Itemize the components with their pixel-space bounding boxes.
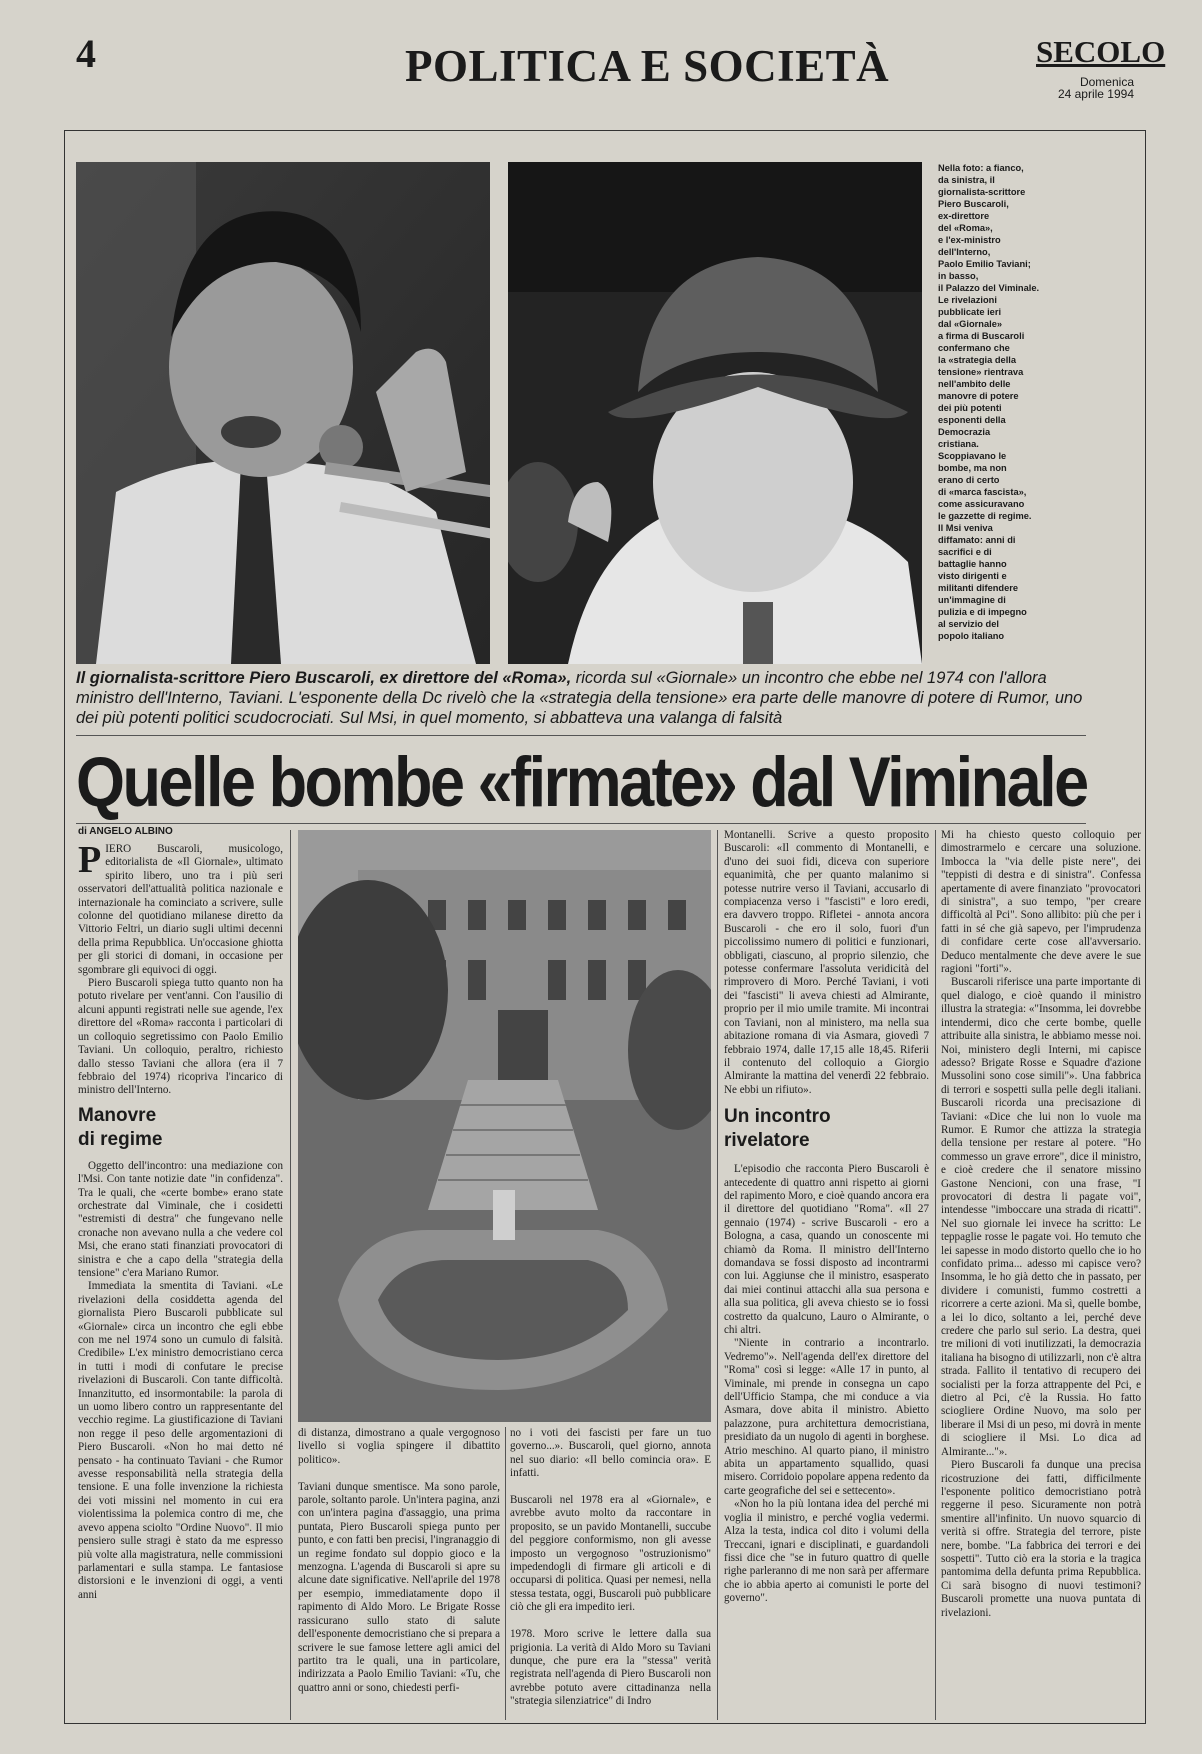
paragraph: Buscaroli riferisce una parte importante di quel dialogo, e cioè quando il ministro illustra la strategia: «"Insomma, lei dovrebbe intendermi, dico che certe bombe, quelle attribuite alla sinistra, le abbiamo messe noi. Noi, ministero degli Interni, mi capisce adesso? Brigate Rosse e Squadre d'azione Mussolini sono cose simili"». Una fabbrica di terrori e sospetti sulla pelle degli italiani. Buscaroli ricorda una precisazione di Taviani: «Dice che lui non lo vuole ma Rumor. E Rumor che attizza la strategia della tensione per restare al potere. "Ho commesso un grave errore", dice il ministro, e cioè credere che il senatore missino Gastone Nencioni, con una frase, "I provocatori di destra li pagate voi", intendesse "imboccare una strada di ricatti". Nel suo giornale lei invece ha scritto: Le teppaglie rosse le pagate voi. Ho temuto che lei sapesse in modo distorto quello che io ho confidato prima... adesso mi capisce vero? Insomma, le ho già detto che in passato, per dividere i comunisti, fummo costretti a ricorrere a certe azioni. Ma sì, quelle bombe, a lei lo dico, soltanto a lei, perché deve credere che parlo sul serio. La destra, quei tre milioni di voti inutilizzati, la democrazia italiana ha bisogno di utilizzarli, non c'è altra strada. Fallito il tentativo di recupero dei socialisti per la forza attrappente del Pci, e dietro al Pci, c'è la Russia. Ho fatto sciogliere Ordine Nuovo, ma solo per liberare il Msi di un peso, mi dovrà in mente di sciogliere il Msi. Lo dica ad Almirante..."». <box>941 976 1141 1458</box>
newspaper-logo: SECOLO <box>1036 34 1166 69</box>
subhead-incontro: Un incontro rivelatore <box>724 1106 831 1152</box>
issue-day: Domenica <box>1079 75 1134 89</box>
paragraph: Montanelli. Scrive a questo proposito Buscaroli: «Il commento di Montanelli, e d'uno dei suoi fidi, diceva con superiore equanimità, che per quanto malanimo si potesse nutrire verso il Taviani, accusarlo di compiacenza verso i "fascisti" e loro eredi, era davvero troppo. Rifletei - annota ancora Buscaroli - che ero il solo, fuori d'un piccolissimo numero di politici e funzionari, obbligati, ciascuno, al proprio silenzio, che potesse confermare l'assoluta veridicità del rimprovero di Moro. Perché Taviani, i voti dei "fascisti" li aveva chiesti ad Almirante, proprio per il mio umile tramite. Mi incontrai con Taviani, non al ministero, ma nella sua abitazione romana di via Asmara, giovedì 7 febbraio 1974, dalle 17,15 alle 18,45. Riferii il contenuto del colloquio a Giorgio Almirante la mattina del venerdì 22 febbraio. Ne ebbi un rifiuto». <box>724 829 929 1096</box>
photo-side-caption: Nella foto: a fianco, da sinistra, il giornalista-scrittore Piero Buscaroli, ex-direttore del «Roma», e l'ex-ministro dell'Interno, Paolo Emilio Taviani; in basso, il Palazzo del Viminale. Le rivelazioni pubblicate ieri dal «Giornale» a firma di Buscaroli confermano che la «strategia della tensione» rientrava nell'ambito delle manovre di potere dei più potenti esponenti della Democrazia cristiana. Scoppiavano le bombe, ma non erano di certo di «marca fascista», come assicuravano le gazzette di regime. Il Msi veniva diffamato: anni di sacrifici e di battaglie hanno visto dirigenti e militanti difendere un'immagine di pulizia e di impegno al servizio del popolo italiano <box>938 163 1040 641</box>
photo-buscaroli <box>76 162 490 664</box>
page-number: 4 <box>76 31 96 76</box>
paragraph: Oggetto dell'incontro: una mediazione con l'Msi. Con tante notizie date "in confidenza". Tra le quali, che «certe bombe» erano state orchestrate dal Viminale, che i cosidetti "estremisti di destra" che fungevano nelle cronache non avevano nulla a che vedere col Msi, che erano stati finanziati provocatori di sinistra e che a capo della "strategia della tensione" c'era Mariano Rumor. <box>78 1159 283 1279</box>
article-deck <box>76 668 1086 728</box>
photo-taviani <box>508 162 922 664</box>
section-title: POLITICA E SOCIETÀ <box>405 41 890 91</box>
paragraph: Immediata la smentita di Taviani. «Le rivelazioni della cosiddetta agenda del giornalista Piero Buscaroli pubblicate sul «Giornale» circa un incontro che egli ebbe con me nel 1974 sono un cumulo di falsità. Credibile» L'ex ministro democristiano cerca in tutti i modi di confutare le precise rivelazioni di Buscaroli. Con tante difficoltà. Innanzitutto, ed insormontabile: la parola di un uomo libero contro un rappresentante del vecchio regime. La giustificazione di Taviani non regge il peso delle argomentazioni di Piero Buscaroli. «Non ho mai detto né pensato - ha continuato Taviani - che Rumor avesse responsabilità nella strategia della tensione. E una folle invenzione la richiesta dei voti missini nel momento in cui era violentissima la polemica contro di me, che avevo appena sciolto "Ordine Nuovo". Il mio pensiero sulle stragi è stato da me espresso più volte alla magistratura, nelle commissioni parlamentari e sulla stampa. Le fantasiose distorsioni e le invenzioni di oggi, a venti anni <box>78 1280 283 1601</box>
paragraph: L'episodio che racconta Piero Buscaroli è antecedente di quattro anni rispetto ai giorni del rapimento Moro, e cioè quando ancora era il direttore del quotidiano "Roma". «Il 27 gennaio (1974) - scrive Buscaroli - ero a Bologna, a casa, quando un conoscente mi chiamò da Roma. Il ministro dell'Interno domandava se fossi disposto ad incontrarmi con lui. Aggiunse che il ministro, esasperato dai miei continui attacchi alla sua persona e alla sua politica, gli aveva chiesto se io fossi costretto da qualcuno, Lauro o Almirante, o chi altri. <box>724 1163 929 1336</box>
photo-buscaroli-image <box>76 162 490 664</box>
column-divider <box>290 830 291 1720</box>
column-divider <box>935 830 936 1720</box>
subhead-manovre: Manovre di regime <box>78 1104 163 1150</box>
paragraph: Piero Buscaroli fa dunque una precisa ricostruzione dei fatti, difficilmente l'esponente politico democristiano potrà reggerne il peso. Sicuramente non potrà smentire all'infinito. Un nuovo squarcio di verità si offre. Strategia del terrore, piste nere, bombe. "La fabbrica dei terrori e dei sospetti". Tutto ciò era la storia e la tragica pantomima della defunta prima Repubblica. Ci sarà bisogno di nuovi testimoni? Buscaroli promette una nuova puntata di rivelazioni. <box>941 1459 1141 1619</box>
photo-viminale-image <box>298 830 711 1422</box>
deck-lead: Il giornalista-scrittore Piero Buscaroli, ex direttore del «Roma», <box>76 669 572 687</box>
photo-viminale <box>298 830 711 1422</box>
deck-text: ricorda sul «Giornale» un incontro che ebbe nel 1974 con l'allora ministro dell'Interno, Taviani. L'esponente della Dc rivelò che la «strategia della tensione» era parte delle manovre di potere di Rumor, uno dei più potenti politici scudocrociati. Sul Msi, in quel momento, si abbatteva una valanga di falsità <box>76 669 1083 727</box>
paragraph <box>78 843 283 977</box>
article-column-2: di distanza, dimostrano a quale vergognoso livello si voglia spingere il dibattito politico». Taviani dunque smentisce. Ma sono parole, parole, soltanto parole. Un'intera pagina, anzi con un'intera pagina d'assaggio, una prima puntata, Piero Buscaroli spiega punto per punto, e con fatti ben precisi, l'ingranaggio di un regime fondato sul doppio gioco e la menzogna. L'agenda di Buscaroli si apre su alcune date significative. Nell'aprile del 1978 per esempio, immediatamente dopo il rapimento di Aldo Moro. Le Brigate Rosse rassicurano sullo stato di salute dell'esponente democristiano che si prepara a scrivere le sue famose lettere agli amici del partito tra le quali, una in particolare, indirizzata a Paolo Emilio Taviani: «Tu, che quattro anni or sono, chiedesti perfi- <box>298 1427 500 1694</box>
drop-cap: P <box>78 843 102 881</box>
photo-taviani-image <box>508 162 922 664</box>
column-divider <box>505 1427 506 1720</box>
article-column-5 <box>941 829 1141 1721</box>
paragraph-text: IERO Buscaroli, musicologo, editorialista de «Il Giornale», ultimato spirito libero, uno tra i più seri osservatori dell'attualità politica nazionale e internazionale ha cominciato a scrivere, sulle colonne del quotidiano milanese diretto da Vittorio Feltri, un diario sugli ultimi decenni della prima Repubblica. Un'occasione ghiotta per gli storici di domani, in occasione per sgombrare gli equivoci di oggi. <box>78 843 283 976</box>
headline-divider <box>76 823 1086 824</box>
issue-date <box>1050 76 1134 100</box>
headline: Quelle bombe «firmate» dal Viminale <box>76 743 1087 822</box>
deck-divider <box>76 735 1086 736</box>
byline: di ANGELO ALBINO <box>78 826 173 837</box>
column-divider <box>717 830 718 1720</box>
article-column-3: no i voti dei fascisti per fare un tuo governo...». Buscaroli, quel giorno, annota nel suo diario: «Il bello comincia ora». E infatti. Buscaroli nel 1978 era al «Giornale», e avrebbe avuto molto da raccontare in proposito, se un pavido Montanelli, succube del peggiore conformismo, non gli avesse imposto un vergognoso "ostruzionismo" impedendogli di firmare gli articoli e di occuparsi di politica. Quasi per nemesi, nella stessa testata, oggi, Buscaroli può pubblicare ciò che gli era impedito ieri. 1978. Moro scrive le lettere dalla sua prigionia. La verità di Aldo Moro su Taviani dunque, che pure era la "stessa" verità registrata nell'agenda di Piero Buscaroli non avrebbe potuto avere cittadinanza nella "strategia silenziatrice" di Indro <box>510 1427 711 1708</box>
paragraph: Mi ha chiesto questo colloquio per dimostrarmelo e cercare una soluzione. Imbocca la "via delle piste nere", dei "teppisti di destra e di sinistra". Confessa apertamente di avere finanziato "provocatori di sinistra", a suo tempo, "per creare difficoltà al Pci". Sono allibito: più che per i fatti in sé che già sapevo, per l'imprudenza di confidare certe cose all'avversario. Deduco mentalmente che deve avere le sue ragioni "forti"». <box>941 829 1141 976</box>
paragraph: "Niente in contrario a incontrarlo. Vedremo"». Nell'agenda dell'ex direttore del "Roma" così si legge: «Alle 17 in punto, al Viminale, mi prende in consegna un capo dell'Ufficio Stampa, che mi conduce a via Asmara, dove abita il ministro. Abietto palazzone, pura architettura democristiana, presidiato da un nugolo di agenti in borghese. Atrio meschino. Al quarto piano, il ministro abita un appartamento squallido, quasi misero. Corridoio popolare appena redento da carte geografiche del sei e settecento». <box>724 1337 929 1497</box>
paragraph: «Non ho la più lontana idea del perché mi voglia il ministro, e perché voglia vedermi. Alza la testa, indica col dito i volumi della Treccani, ignari e disciplinati, e guardandoli fissi dice che "se in futuro quattro di quelle righe parleranno di me non sarà per affermare che io abbia aperto ai comunisti le porte del governo". <box>724 1498 929 1605</box>
issue-date-value: 24 aprile 1994 <box>1057 87 1134 101</box>
paragraph: Piero Buscaroli spiega tutto quanto non ha potuto rivelare per vent'anni. Con l'ausilio di alcuni appunti registrati nelle sue agende, l'ex direttore del «Roma» racconta i particolari di un colloquio segretissimo con Paolo Emilio Taviani. Un colloquio, peraltro, richiesto dallo stesso Taviani che allora (era il 7 febbraio del 1974) ricopriva l'incarico di ministro dell'Interno. <box>78 977 283 1097</box>
article-column-4 <box>724 829 929 1721</box>
article-column-1 <box>78 843 283 1721</box>
